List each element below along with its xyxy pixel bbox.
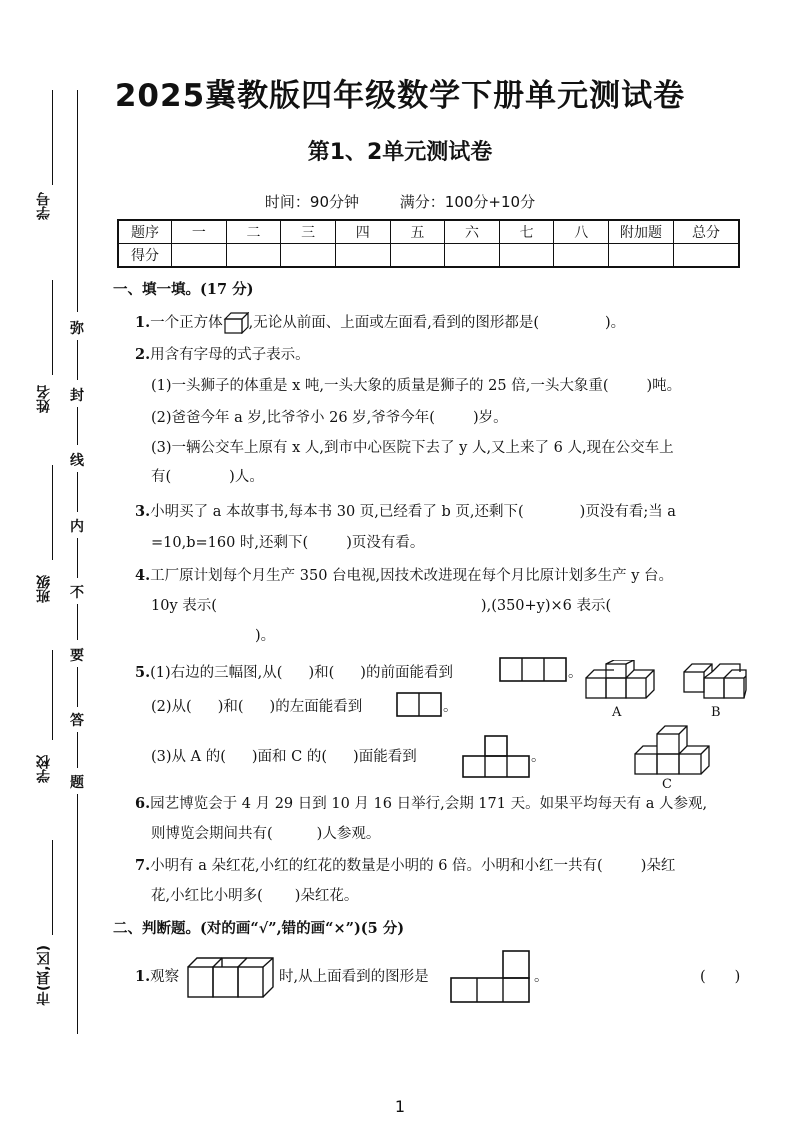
question-2-1: 1.观察 [135, 968, 180, 985]
question-1-6: 6.园艺博览会于 4 月 29 日到 10 月 16 日举行,会期 171 天。如果平均每天有 a 人参观, [135, 795, 708, 812]
question-1-1: 1.一个正方体 ,无论从前面、上面或左面看,看到的图形都是( )。 [135, 312, 625, 334]
binding-rule [52, 650, 53, 740]
two-squares-figure [396, 692, 442, 718]
seal-line [77, 667, 78, 707]
score-cell: 三 [281, 220, 336, 244]
score-entry[interactable] [554, 244, 609, 268]
question-1-7b: 花,小红比小明多( )朵红花。 [151, 888, 359, 904]
question-2-1-text: 时,从上面看到的图形是 [279, 969, 429, 985]
time-limit: 时间：90分钟 [264, 193, 359, 211]
score-cell: 七 [499, 220, 554, 244]
question-1-4: 4.工厂原计划每个月生产 350 台电视,因技术改进现在每个月比原计划多生产 y 台。 [135, 567, 674, 584]
page-number: 1 [394, 1097, 406, 1116]
three-squares-figure [499, 657, 567, 683]
score-cell: 四 [335, 220, 390, 244]
score-entry[interactable] [335, 244, 390, 268]
q2-period: 。 [534, 969, 549, 985]
score-cell: 一 [172, 220, 227, 244]
city-label: 市(县,区) [36, 945, 52, 1006]
score-cell: 附加题 [609, 220, 674, 244]
seal-line [77, 794, 78, 1034]
section-2-heading: 二、判断题。(对的画“√”,错的画“×”)(5 分) [113, 920, 405, 937]
score-entry[interactable] [226, 244, 281, 268]
q5-period: 。 [568, 665, 583, 681]
exam-meta [0, 191, 800, 212]
seal-char: 要 [70, 648, 84, 664]
student-id-label: 学号 [36, 192, 52, 220]
score-entry[interactable] [499, 244, 554, 268]
seal-line [77, 472, 78, 512]
question-1-4b: 10y 表示( ),(350+y)×6 表示( [151, 598, 612, 614]
score-entry[interactable] [390, 244, 445, 268]
solid-figure-a [585, 660, 657, 702]
solid-figure-b [683, 660, 747, 702]
score-table-score-row [118, 244, 739, 268]
score-cell: 总分 [674, 220, 740, 244]
question-1-2-1: (1)一头狮子的体重是 x 吨,一头大象的质量是狮子的 25 倍,一头大象重( )吨。 [151, 378, 682, 394]
class-label: 班级 [36, 575, 52, 603]
q5-period: 。 [443, 699, 458, 715]
question-1-2-3: (3)一辆公交车上原有 x 人,到市中心医院下去了 y 人,又上来了 6 人,现在公交车上 [151, 440, 674, 456]
seal-char: 线 [70, 453, 84, 469]
score-entry[interactable] [281, 244, 336, 268]
question-1-5-1: 5.(1)右边的三幅图,从( )和( )的前面能看到 [135, 664, 453, 681]
score-entry[interactable] [445, 244, 500, 268]
score-cell: 二 [226, 220, 281, 244]
judgement-answer-paren[interactable]: ( ) [700, 969, 741, 985]
seal-char: 不 [70, 585, 84, 601]
score-table-header-row [118, 220, 739, 244]
question-1-3: 3.小明买了 a 本故事书,每本书 30 页,已经看了 b 页,还剩下( )页没有看;当 a [135, 503, 676, 520]
score-entry[interactable] [172, 244, 227, 268]
seal-line [77, 340, 78, 380]
seal-char: 封 [70, 388, 84, 404]
seal-char: 题 [70, 775, 84, 791]
solid-figure-c [634, 722, 710, 776]
figure-label-a: A [612, 705, 622, 720]
figure-label-b: B [711, 705, 721, 720]
question-1-5-3: (3)从 A 的( )面和 C 的( )面能看到 [151, 749, 417, 765]
seal-char: 弥 [70, 321, 84, 337]
question-1-5-2: (2)从( )和( )的左面能看到 [151, 699, 363, 715]
section-1-heading: 一、填一填。(17 分) [113, 281, 254, 298]
question-1-2: 2.用含有字母的式子表示。 [135, 346, 310, 363]
score-cell: 得分 [118, 244, 172, 268]
cuboid-row-figure [187, 955, 277, 999]
binding-rule [52, 465, 53, 560]
binding-rule [52, 840, 53, 935]
seal-char: 内 [70, 519, 84, 535]
question-1-2-3b: 有( )人。 [151, 469, 264, 485]
top-view-figure [450, 950, 532, 1004]
score-cell: 五 [390, 220, 445, 244]
seal-line [77, 90, 78, 312]
question-1-6b: 则博览会期间共有( )人参观。 [151, 826, 381, 842]
q5-period: 。 [531, 749, 546, 765]
binding-rule [52, 280, 53, 375]
page-subtitle: 第1、2单元测试卷 [307, 140, 493, 165]
question-1-7: 7.小明有 a 朵红花,小红的红花的数量是小明的 6 倍。小明和小红一共有( )朵红 [135, 857, 676, 874]
question-1-2-2: (2)爸爸今年 a 岁,比爷爷小 26 岁,爷爷今年( )岁。 [151, 410, 508, 426]
name-label: 姓名 [36, 385, 52, 413]
t-shape-figure [462, 735, 532, 779]
score-cell: 八 [554, 220, 609, 244]
question-1-4c: )。 [255, 628, 276, 644]
score-cell: 六 [445, 220, 500, 244]
score-table [117, 219, 740, 268]
seal-line [77, 407, 78, 445]
seal-line [77, 604, 78, 640]
binding-rule [52, 90, 53, 185]
figure-label-c: C [662, 777, 672, 792]
score-entry[interactable] [609, 244, 674, 268]
school-label: 学校 [36, 755, 52, 783]
seal-line [77, 732, 78, 768]
seal-char: 答 [70, 713, 84, 729]
cube-icon [223, 312, 249, 334]
score-cell: 题序 [118, 220, 172, 244]
seal-line [77, 538, 78, 578]
score-entry[interactable] [674, 244, 740, 268]
page-title: 2025冀教版四年级数学下册单元测试卷 [114, 78, 686, 114]
question-1-3b: =10,b=160 时,还剩下( )页没有看。 [151, 535, 425, 551]
full-score: 满分：100分+10分 [399, 193, 536, 211]
